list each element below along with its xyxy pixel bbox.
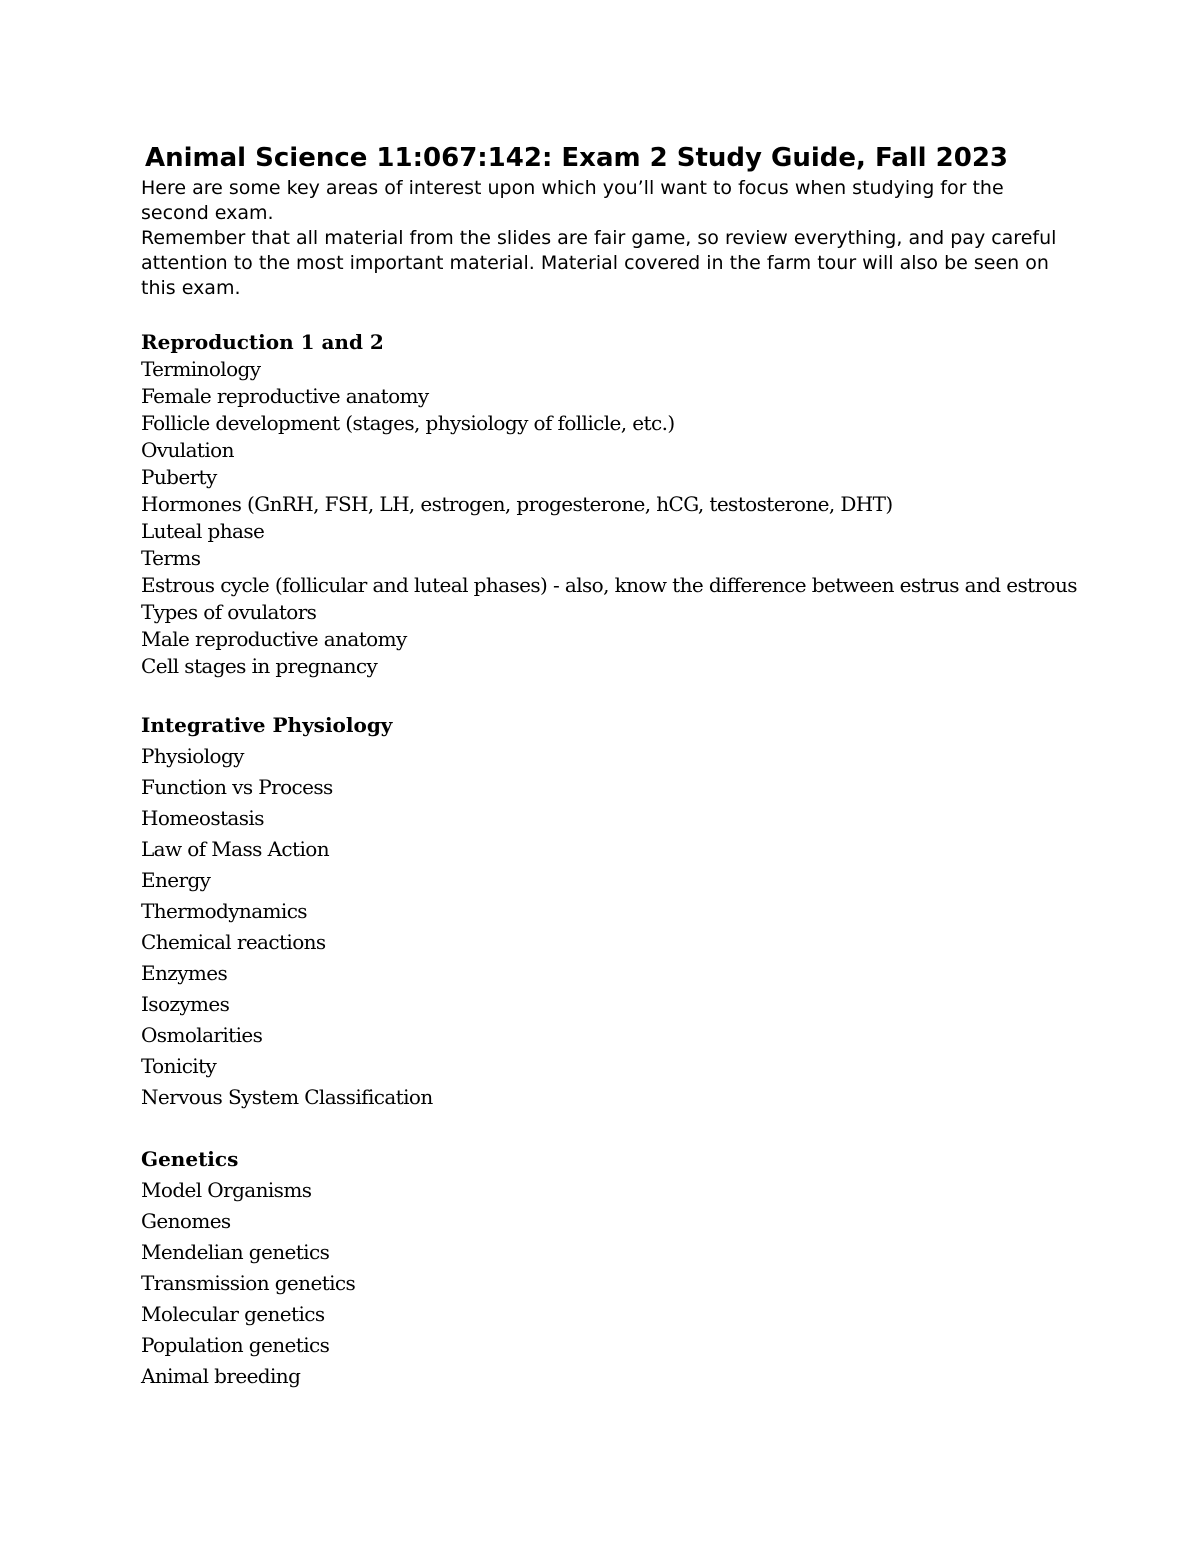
list-item: Population genetics <box>141 1333 330 1357</box>
list-item: Enzymes <box>141 961 228 985</box>
intro-text <box>141 176 1071 301</box>
list-item: Female reproductive anatomy <box>141 384 429 408</box>
section-heading: Genetics <box>141 1147 239 1171</box>
list-item: Osmolarities <box>141 1023 263 1047</box>
list-item: Law of Mass Action <box>141 837 329 861</box>
list-item: Energy <box>141 868 211 892</box>
list-item: Homeostasis <box>141 806 264 830</box>
document-content <box>141 140 1077 1388</box>
list-item: Model Organisms <box>141 1178 312 1202</box>
list-item: Ovulation <box>141 438 234 462</box>
page-title: Animal Science 11:067:142: Exam 2 Study Guide, Fall 2023 <box>145 143 1009 173</box>
section-genetics <box>141 1144 355 1392</box>
list-item: Thermodynamics <box>141 899 307 923</box>
list-item: Hormones (GnRH, FSH, LH, estrogen, progesterone, hCG, testosterone, DHT) <box>141 492 893 516</box>
section-reproduction <box>141 328 1077 680</box>
list-item: Animal breeding <box>141 1364 301 1388</box>
list-item: Chemical reactions <box>141 930 326 954</box>
list-item: Function vs Process <box>141 775 333 799</box>
list-item: Follicle development (stages, physiology of follicle, etc.) <box>141 411 675 435</box>
list-item: Luteal phase <box>141 519 265 543</box>
section-heading: Integrative Physiology <box>141 713 393 737</box>
list-item: Tonicity <box>141 1054 217 1078</box>
list-item: Types of ovulators <box>141 600 317 624</box>
list-item: Nervous System Classification <box>141 1085 433 1109</box>
list-item: Terminology <box>141 357 261 381</box>
list-item: Genomes <box>141 1209 231 1233</box>
list-item: Estrous cycle (follicular and luteal phases) - also, know the difference between estrus and estrous <box>141 573 1077 597</box>
list-item: Isozymes <box>141 992 230 1016</box>
list-item: Puberty <box>141 465 217 489</box>
topic-list <box>141 1175 355 1392</box>
topic-list <box>141 741 433 1113</box>
list-item: Terms <box>141 546 201 570</box>
list-item: Transmission genetics <box>141 1271 356 1295</box>
list-item: Cell stages in pregnancy <box>141 654 378 678</box>
list-item: Male reproductive anatomy <box>141 627 407 651</box>
intro-paragraph-1: Here are some key areas of interest upon which you’ll want to focus when studying for the second exam. <box>141 177 1004 224</box>
topic-list <box>141 356 1077 680</box>
section-integrative-physiology <box>141 710 433 1113</box>
list-item: Physiology <box>141 744 244 768</box>
list-item: Mendelian genetics <box>141 1240 330 1264</box>
list-item: Molecular genetics <box>141 1302 325 1326</box>
section-heading: Reproduction 1 and 2 <box>141 330 384 354</box>
intro-paragraph-2: Remember that all material from the slides are fair game, so review everything, and pay careful attention to the most important material. Material covered in the farm tour will also be seen on this exam. <box>141 227 1057 299</box>
